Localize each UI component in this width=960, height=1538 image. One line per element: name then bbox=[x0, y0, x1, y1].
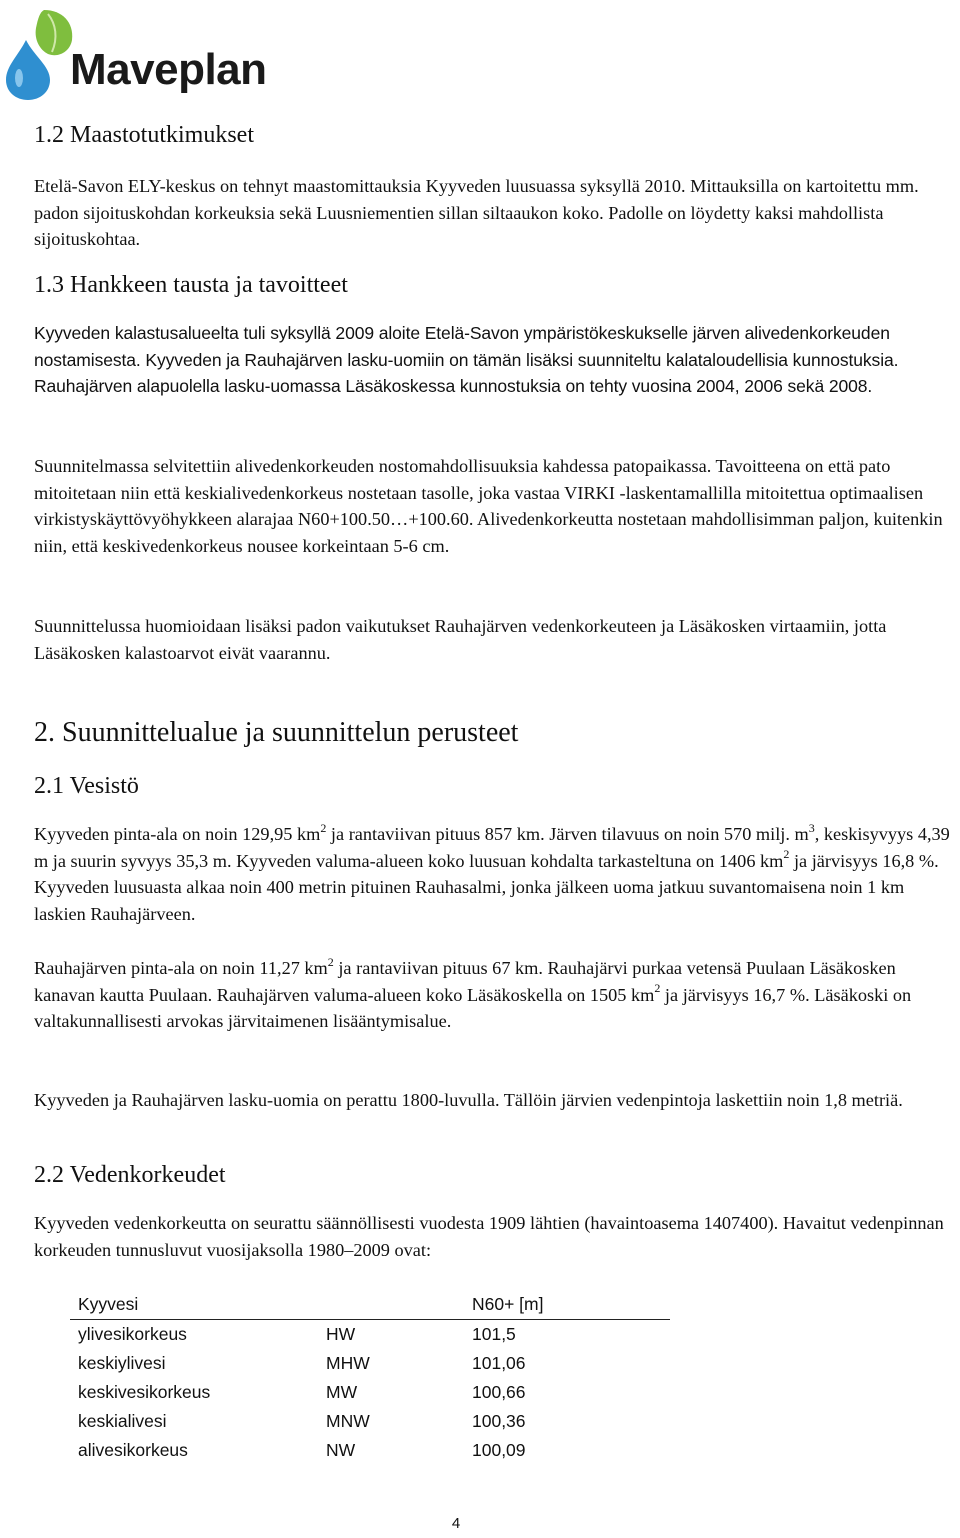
table-cell: 101,06 bbox=[472, 1353, 526, 1373]
table-cell: keskivesikorkeus bbox=[78, 1382, 211, 1402]
heading-2-2: 2.2 Vedenkorkeudet bbox=[34, 1162, 226, 1188]
heading-1-3: 1.3 Hankkeen tausta ja tavoitteet bbox=[34, 272, 348, 298]
table-cell: NW bbox=[326, 1440, 356, 1460]
table-cell: keskiylivesi bbox=[78, 1353, 166, 1373]
table-cell: ylivesikorkeus bbox=[78, 1324, 187, 1344]
page-number: 4 bbox=[451, 1515, 461, 1532]
maveplan-logo bbox=[4, 4, 324, 104]
table-row bbox=[70, 1378, 670, 1407]
logo-wordmark: Maveplan bbox=[70, 45, 267, 94]
water-level-table bbox=[70, 1290, 670, 1465]
table-row bbox=[70, 1407, 670, 1436]
paragraph-2-1-c: Kyyveden ja Rauhajärven lasku-uomia on perattu 1800-luvulla. Tällöin järvien vedenpintoja laskettiin noin 1,8 metriä. bbox=[34, 1090, 903, 1110]
paragraph-1-3-b: Suunnitelmassa selvitettiin alivedenkorkeuden nostomahdollisuuksia kahdessa patopaikassa. Tavoitteena on että pato mitoitetaan niin että keskialivedenkorkeus nostetaan tasolle, joka vastaa VIRKI -laskentamallilla mitoitettua optimaalisen virkistyskäyttövyöhykkeen alarajaa N60+100.50…+100.60. Alivedenkorkeutta nostetaan mahdollisimman paljon, kuitenkin niin, että keskivedenkorkeus nousee korkeintaan 5-6 cm. bbox=[34, 456, 943, 556]
table-cell: HW bbox=[326, 1324, 356, 1344]
heading-1-2: 1.2 Maastotutkimukset bbox=[34, 122, 254, 148]
table-cell: 100,09 bbox=[472, 1440, 526, 1460]
table-cell: 101,5 bbox=[472, 1324, 516, 1344]
paragraph-2-2: Kyyveden vedenkorkeutta on seurattu säännöllisesti vuodesta 1909 lähtien (havaintoasema 1407400). Havaitut vedenpinnan korkeuden tunnusluvut vuosijaksolla 1980–2009 ovat: bbox=[34, 1213, 944, 1260]
table-cell: alivesikorkeus bbox=[78, 1440, 188, 1460]
table-cell: 100,36 bbox=[472, 1411, 526, 1431]
paragraph-1-3-c: Suunnittelussa huomioidaan lisäksi padon vaikutukset Rauhajärven vedenkorkeuteen ja Läsäkosken virtaamiin, jotta Läsäkosken kalastoarvot eivät vaarannu. bbox=[34, 616, 887, 663]
paragraph-2-1-b: Rauhajärven pinta-ala on noin 11,27 $km^2$ ja rantaviivan pituus 67 km. Rauhajärvi purkaa vetensä Puulaan Läsäkosken kanavan kautta Puulaan. Rauhajärven valuma-alueen koko Läsäkoskella on 1505 $km^2$ ja järvisyys 16,7 %. Läsäkoski on valtakunnallisesti arvokas järvitaimenen lisääntymisalue. bbox=[34, 954, 912, 1031]
table-cell: keskialivesi bbox=[78, 1411, 167, 1431]
table-cell: MHW bbox=[326, 1353, 370, 1373]
paragraph-1-3-a: Kyyveden kalastusalueelta tuli syksyllä 2009 aloite Etelä-Savon ympäristökeskukselle järven alivedenkorkeuden nostamisesta. Kyyveden ja Rauhajärven lasku-uomiin on tämän lisäksi suunniteltu kalataloudellisia kunnostuksia. Rauhajärven alapuolella lasku-uomassa Läsäkoskessa kunnostuksia on tehty vuosina 2004, 2006 sekä 2008. bbox=[34, 323, 899, 396]
heading-2: 2. Suunnittelualue ja suunnittelun perusteet bbox=[34, 717, 519, 748]
heading-2-1: 2.1 Vesistö bbox=[34, 773, 139, 799]
table-header-cell: N60+ [m] bbox=[472, 1294, 544, 1314]
table-header-row bbox=[70, 1290, 670, 1320]
table-row bbox=[70, 1436, 670, 1465]
table-row bbox=[70, 1349, 670, 1378]
paragraph-2-1-a: Kyyveden pinta-ala on noin 129,95 $km^2$ ja rantaviivan pituus 857 km. Järven tilavuus on noin 570 milj. $m^3$, keskisyvyys 4,39 m ja suurin syvyys 35,3 m. Kyyveden valuma-alueen koko luusuan kohdalta tarkasteltuna on 1406 $km^2$ ja järvisyys 16,8 %. Kyyveden luusuasta alkaa noin 400 metrin pituinen Rauhasalmi, jonka jälkeen uoma jatkuu suvantomaisena noin 1 km laskien Rauhajärveen. bbox=[34, 820, 950, 924]
table-header-cell: Kyyvesi bbox=[78, 1294, 139, 1314]
paragraph-1-2: Etelä-Savon ELY-keskus on tehnyt maastomittauksia Kyyveden luusuassa syksyllä 2010. Mittauksilla on kartoitettu mm. padon sijoituskohdan korkeuksia sekä Luusniementien sillan siltaaukon koko. Padolle on löydetty kaksi mahdollista sijoituskohtaa. bbox=[34, 176, 919, 249]
table-row bbox=[70, 1320, 670, 1349]
table-cell: 100,66 bbox=[472, 1382, 526, 1402]
table-cell: MNW bbox=[326, 1411, 370, 1431]
table-cell: MW bbox=[326, 1382, 358, 1402]
